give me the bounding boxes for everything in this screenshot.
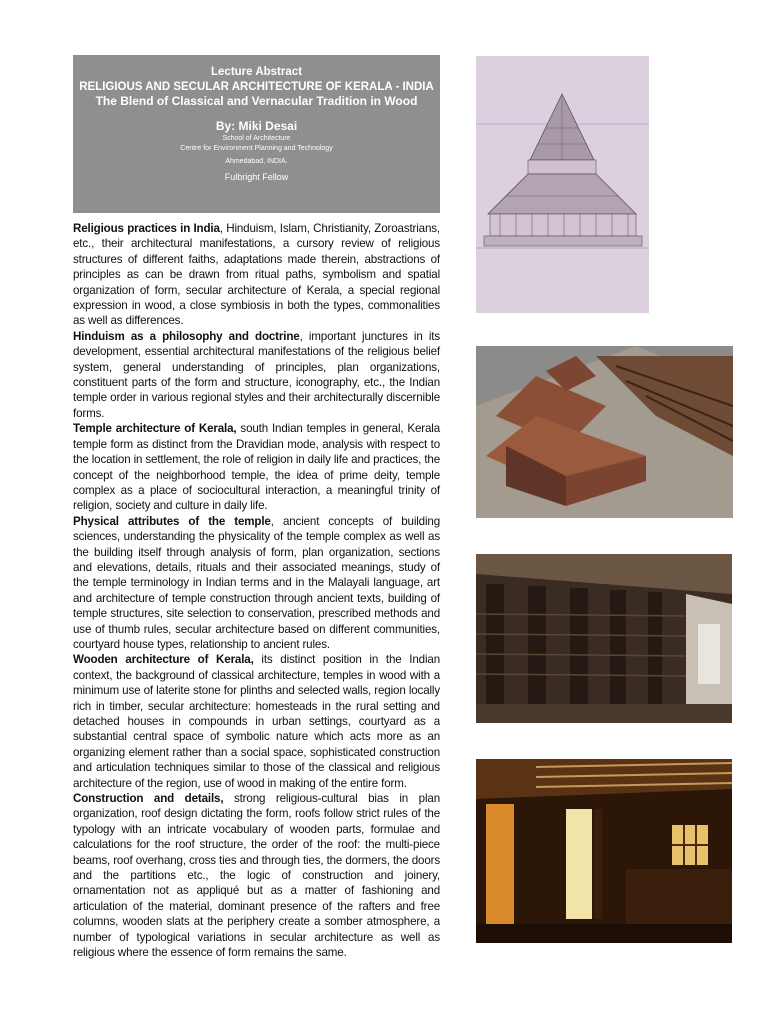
fellowship: Fulbright Fellow <box>224 172 289 182</box>
section-text: , Hinduism, Islam, Christianity, Zoroastrians, etc., their architectural manifestations, a cursory review of religious structures of different faiths, adaptations made therein, abstractions of principles as can be drawn from ritual paths, symbolism and spatial organization of form, secular architecture of Kerala, a special regional expression in wood, a close symbiosis in both the types, commonalities as well as differences. <box>73 222 440 328</box>
lecture-label: Lecture Abstract <box>211 66 302 78</box>
section-heading: Wooden architecture of Kerala, <box>73 653 254 667</box>
location: Ahmedabad, INDIA. <box>225 158 288 165</box>
section-paragraph <box>73 221 440 329</box>
section-heading: Physical attributes of the temple <box>73 514 271 528</box>
lecture-title: RELIGIOUS AND SECULAR ARCHITECTURE OF KERALA - INDIA <box>79 80 434 93</box>
section-paragraph <box>73 791 440 960</box>
abstract-header <box>73 55 440 213</box>
lecture-subtitle: The Blend of Classical and Vernacular Tradition in Wood <box>95 94 418 108</box>
author: By: Miki Desai <box>215 119 298 133</box>
abstract-body <box>73 221 440 961</box>
section-paragraph <box>73 652 440 791</box>
section-text: , ancient concepts of building sciences, understanding the physicality of the temple complex as well as the building itself through analysis of form, plan organization, sections and elevations, details, rituals and their associated meanings, study of the temple terminology in Indian terms and in the Malayali language, art and architecture of temple construction through ancient texts, building of temple structures, site selection to conservation, prescribed methods and use of thumb rules, secular architecture based on different communities, courtyard house types, relationship to ancient rules. <box>73 514 441 651</box>
section-text: south Indian temples in general, Kerala temple form as distinct from the Dravidian mode, analysis with respect to the location in settlement, the role of religion in daily life and practices, the concept of the neighborhood temple, the idea of prime deity, temple complex as a place of sociocultural interaction, a meaningful trinity of religion, society and culture in daily life. <box>73 422 440 513</box>
house-interior-photo-icon <box>476 759 732 943</box>
affiliation-centre: Centre for Environment Planning and Technology <box>180 145 333 152</box>
temple-model-photo-icon <box>476 346 733 518</box>
section-text: its distinct position in the Indian context, the background of classical architecture, temples in wood with a minimum use of laterite stone for plinths and selected walls, region locally rich in timber, secular architecture: homesteads in the rural setting and detached houses in compounds in urban settings, courtyard as a substantial central space of symbolic nature which acts more as an organizing element rather than a social space, sophisticated construction and articulation techniques similar to those of the classical and religious architecture of the region, use of wood in making of the entire form. <box>73 653 440 790</box>
section-paragraph <box>73 514 440 653</box>
section-text: strong religious-cultural bias in plan organization, roof design dictating the form, roofs follow strict rules of the typology with an intricate vocabulary of wooden parts, formulae and calculations for the roof structure, the order of the roof: the multi-piece beams, roof overhang, cross ties and through ties, the dormers, the doors and the partitions etc., the logic of construction and joinery, ornamentation not as appliqué but as a matter of fashioning and articulation of the material, dominant presence of the rafters and free columns, wooden slats at the periphery create a somber atmosphere, a number of typological variations in secular architecture as well as religious where the essence of form remains the same. <box>73 792 440 960</box>
section-paragraph <box>73 421 440 513</box>
section-heading: Temple architecture of Kerala, <box>73 422 237 436</box>
wooden-bracket-facade-photo-icon <box>476 554 732 723</box>
section-paragraph <box>73 329 440 421</box>
section-text: , important junctures in its development, essential architectural manifestations of the religious belief system, general understanding of principles, plan organizations, constituent parts of the form and structure, iconography, etc., the Indian temple order in various regional styles and their architecturally discernible forms. <box>73 329 440 420</box>
section-heading: Religious practices in India <box>73 222 220 235</box>
section-heading: Hinduism as a philosophy and doctrine <box>73 329 300 343</box>
section-heading: Construction and details, <box>73 792 224 806</box>
temple-elevation-drawing-icon <box>476 56 649 313</box>
affiliation-school: School of Architecture <box>222 135 291 142</box>
